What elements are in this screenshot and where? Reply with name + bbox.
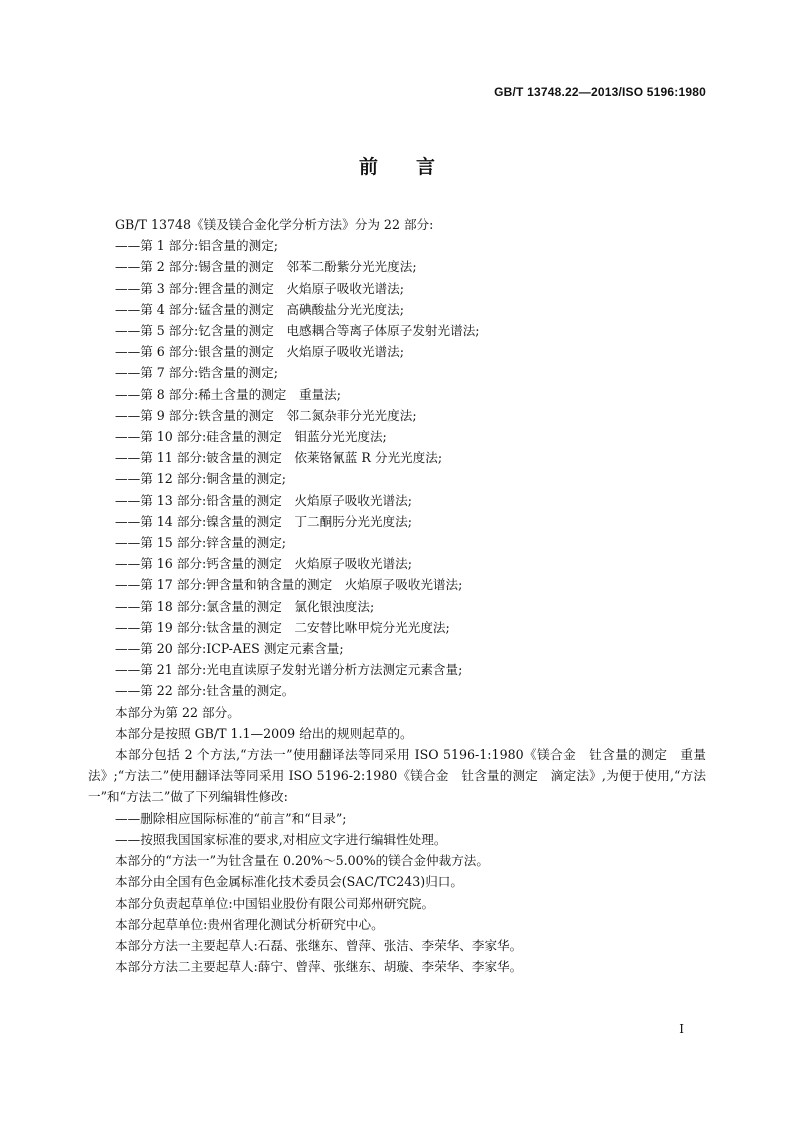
part-list-item: ——第 21 部分:光电直读原子发射光谱分析方法测定元素含量; (115, 662, 463, 678)
part-list-item: ——第 11 部分:铍含量的测定 依莱铬氰蓝 R 分光光度法; (115, 450, 443, 466)
part-list-item: ——第 18 部分:氯含量的测定 氯化银浊度法; (115, 598, 375, 614)
part-list-item: ——第 6 部分:银含量的测定 火焰原子吸收光谱法; (115, 344, 404, 360)
part-list-item: ——第 9 部分:铁含量的测定 邻二氮杂菲分光光度法; (115, 407, 417, 423)
arbitration-paragraph: 本部分的“方法一”为钍含量在 0.20%～5.00%的镁合金仲裁方法。 (115, 853, 489, 869)
part-list-item: ——第 16 部分:钙含量的测定 火焰原子吸收光谱法; (115, 556, 412, 572)
intro-paragraph: GB/T 13748《镁及镁合金化学分析方法》分为 22 部分: (115, 217, 434, 232)
part-list-item: ——第 14 部分:镍含量的测定 丁二酮肟分光光度法; (115, 513, 412, 529)
part-list-item: ——第 19 部分:钛含量的测定 二安替比咻甲烷分光光度法; (115, 619, 450, 635)
drafters-method-1-paragraph: 本部分方法一主要起草人:石磊、张继东、曾萍、张洁、李荣华、李家华。 (115, 937, 523, 953)
part-list-item: ——第 12 部分:铜含量的测定; (115, 471, 287, 487)
committee-paragraph: 本部分由全国有色金属标准化技术委员会(SAC/TC243)归口。 (115, 874, 463, 890)
parts-list (88, 235, 706, 701)
part-list-item: ——第 8 部分:稀土含量的测定 重量法; (115, 386, 342, 402)
part-list-item: ——第 10 部分:硅含量的测定 钼蓝分光光度法; (115, 429, 387, 445)
part-list-item: ——第 13 部分:铅含量的测定 火焰原子吸收光谱法; (115, 492, 412, 508)
drafting-rule-paragraph: 本部分是按照 GB/T 1.1—2009 给出的规则起草的。 (115, 725, 413, 741)
part-list-item: ——第 20 部分:ICP-AES 测定元素含量; (115, 641, 344, 657)
responsible-unit-paragraph: 本部分负责起草单位:中国铝业股份有限公司郑州研究院。 (115, 895, 435, 911)
part-list-item: ——第 15 部分:锌含量的测定; (115, 535, 287, 551)
edit-item: ——删除相应国际标准的“前言”和“目录”; (115, 810, 347, 826)
header-standard-code: GB/T 13748.22—2013/ISO 5196:1980 (494, 85, 706, 99)
methods-paragraph: 本部分包括 2 个方法,“方法一”使用翻译法等同采用 ISO 5196-1:1980《镁合金 钍含量的测定 重量法》;“方法二”使用翻译法等同采用 ISO 5196-2:1980《镁合金 钍含量的测定 滴定法》,为便于使用,“方法一”和“方法二”做了下列编辑性修改: (88, 747, 706, 805)
edit-item: ——按照我国国家标准的要求,对相应文字进行编辑性处理。 (115, 831, 447, 847)
part-list-item: ——第 1 部分:铝含量的测定; (115, 238, 279, 254)
part-list-item: ——第 4 部分:锰含量的测定 高碘酸盐分光光度法; (115, 301, 404, 317)
part-list-item: ——第 2 部分:锡含量的测定 邻苯二酚紫分光光度法; (115, 259, 417, 275)
part-list-item: ——第 22 部分:钍含量的测定。 (115, 683, 295, 699)
this-part-paragraph: 本部分为第 22 部分。 (115, 704, 240, 720)
part-list-item: ——第 5 部分:钇含量的测定 电感耦合等离子体原子发射光谱法; (115, 323, 480, 339)
foreword-body (88, 214, 706, 977)
part-list-item: ——第 7 部分:锆含量的测定; (115, 365, 279, 381)
part-list-item: ——第 3 部分:锂含量的测定 火焰原子吸收光谱法; (115, 280, 404, 296)
part-list-item: ——第 17 部分:钾含量和钠含量的测定 火焰原子吸收光谱法; (115, 577, 463, 593)
participating-unit-paragraph: 本部分起草单位:贵州省理化测试分析研究中心。 (115, 916, 384, 932)
page-title: 前言 (358, 156, 473, 178)
drafters-method-2-paragraph: 本部分方法二主要起草人:薛宁、曾萍、张继东、胡璇、李荣华、李家华。 (115, 959, 523, 975)
page-number: I (679, 1022, 684, 1036)
